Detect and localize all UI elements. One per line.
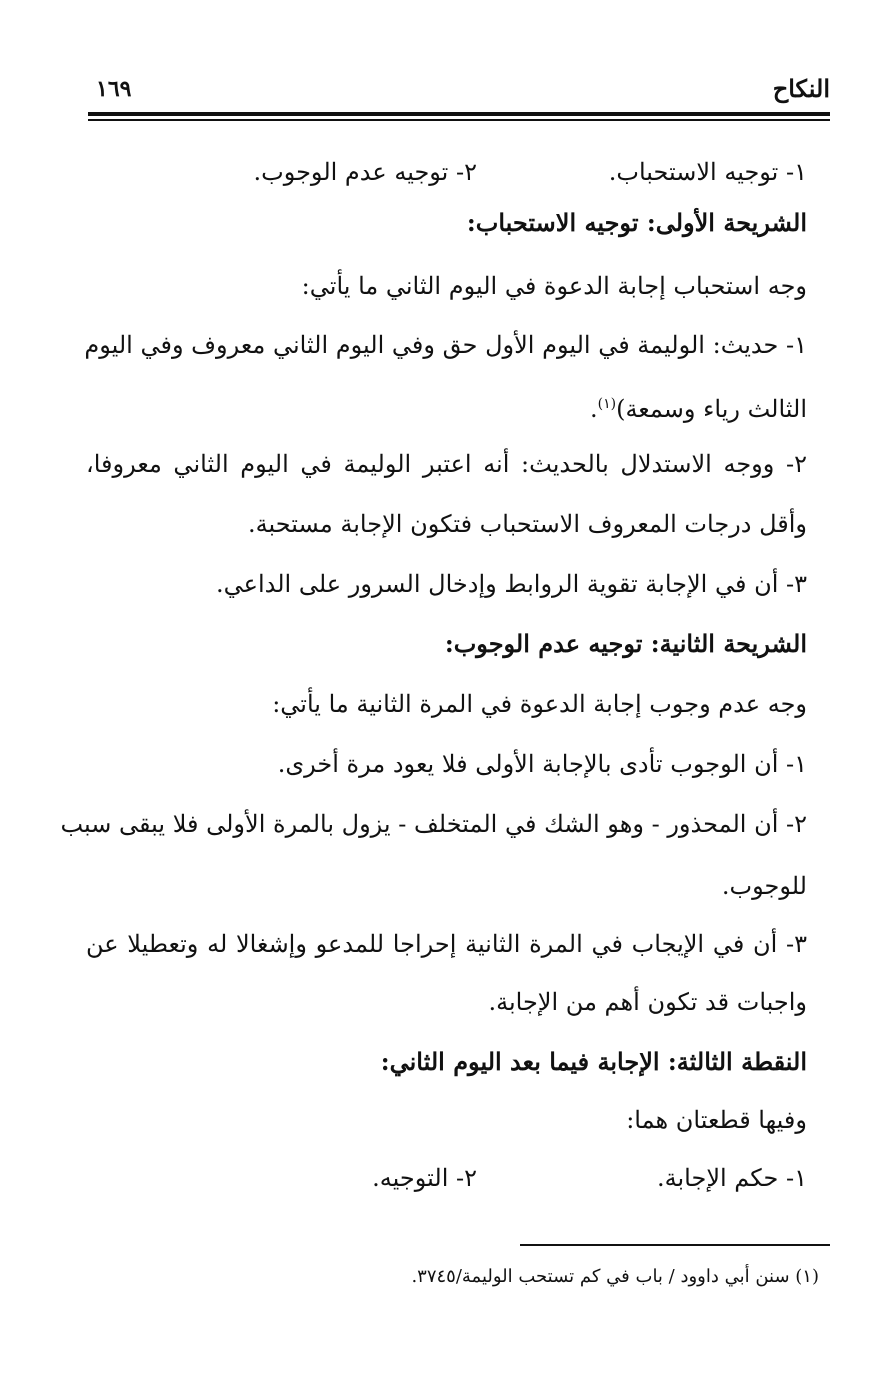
page-header	[88, 74, 830, 114]
section-heading: الشريحة الأولى: توجيه الاستحباب:	[466, 208, 807, 237]
paragraph-text: الثالث رياء وسمعة)	[616, 395, 807, 423]
paragraph-text: .	[589, 395, 598, 423]
footnote: (١) سنن أبي داوود / باب في كم تستحب الوليمة/٣٧٤٥.	[411, 1266, 819, 1287]
paragraph-line: ٣- أن في الإيجاب في المرة الثانية إحراجا للمدعو وإشغالا له وتعطيلا عن	[86, 930, 807, 958]
list-item: ١- توجيه الاستحباب.	[608, 158, 807, 186]
list-two-items	[107, 1162, 807, 1194]
list-item: ١- حكم الإجابة.	[657, 1164, 807, 1192]
footnote-rule	[520, 1244, 830, 1246]
list-two-items	[107, 156, 807, 188]
paragraph-line: وجه عدم وجوب إجابة الدعوة في المرة الثانية ما يأتي:	[272, 690, 807, 718]
paragraph-line: ٢- ووجه الاستدلال بالحديث: أنه اعتبر الوليمة في اليوم الثاني معروفا،	[86, 450, 807, 478]
page-number: ١٦٩	[96, 76, 132, 102]
section-heading: النقطة الثالثة: الإجابة فيما بعد اليوم الثاني:	[380, 1047, 807, 1076]
running-title: النكاح	[772, 74, 830, 103]
paragraph-line: ٣- أن في الإجابة تقوية الروابط وإدخال السرور على الداعي.	[216, 570, 807, 598]
paragraph-line: وأقل درجات المعروف الاستحباب فتكون الإجابة مستحبة.	[248, 510, 807, 538]
paragraph-line: ١- حديث: الوليمة في اليوم الأول حق وفي اليوم الثاني معروف وفي اليوم	[84, 331, 807, 359]
header-rule-thin	[88, 119, 830, 121]
footnote-ref: (١)	[597, 396, 617, 412]
paragraph-line: ١- أن الوجوب تأدى بالإجابة الأولى فلا يعود مرة أخرى.	[277, 750, 807, 778]
paragraph-line: للوجوب.	[721, 872, 807, 900]
paragraph-line: واجبات قد تكون أهم من الإجابة.	[488, 988, 807, 1016]
list-item: ٢- التوجيه.	[372, 1164, 477, 1192]
paragraph-line	[590, 388, 807, 425]
header-rule-thick	[88, 112, 830, 116]
section-heading: الشريحة الثانية: توجيه عدم الوجوب:	[444, 629, 807, 658]
paragraph-line: ٢- أن المحذور - وهو الشك في المتخلف - يزول بالمرة الأولى فلا يبقى سبب	[60, 810, 807, 838]
paragraph-line: وجه استحباب إجابة الدعوة في اليوم الثاني ما يأتي:	[301, 272, 807, 300]
list-item: ٢- توجيه عدم الوجوب.	[253, 158, 477, 186]
paragraph-line: وفيها قطعتان هما:	[626, 1106, 807, 1134]
